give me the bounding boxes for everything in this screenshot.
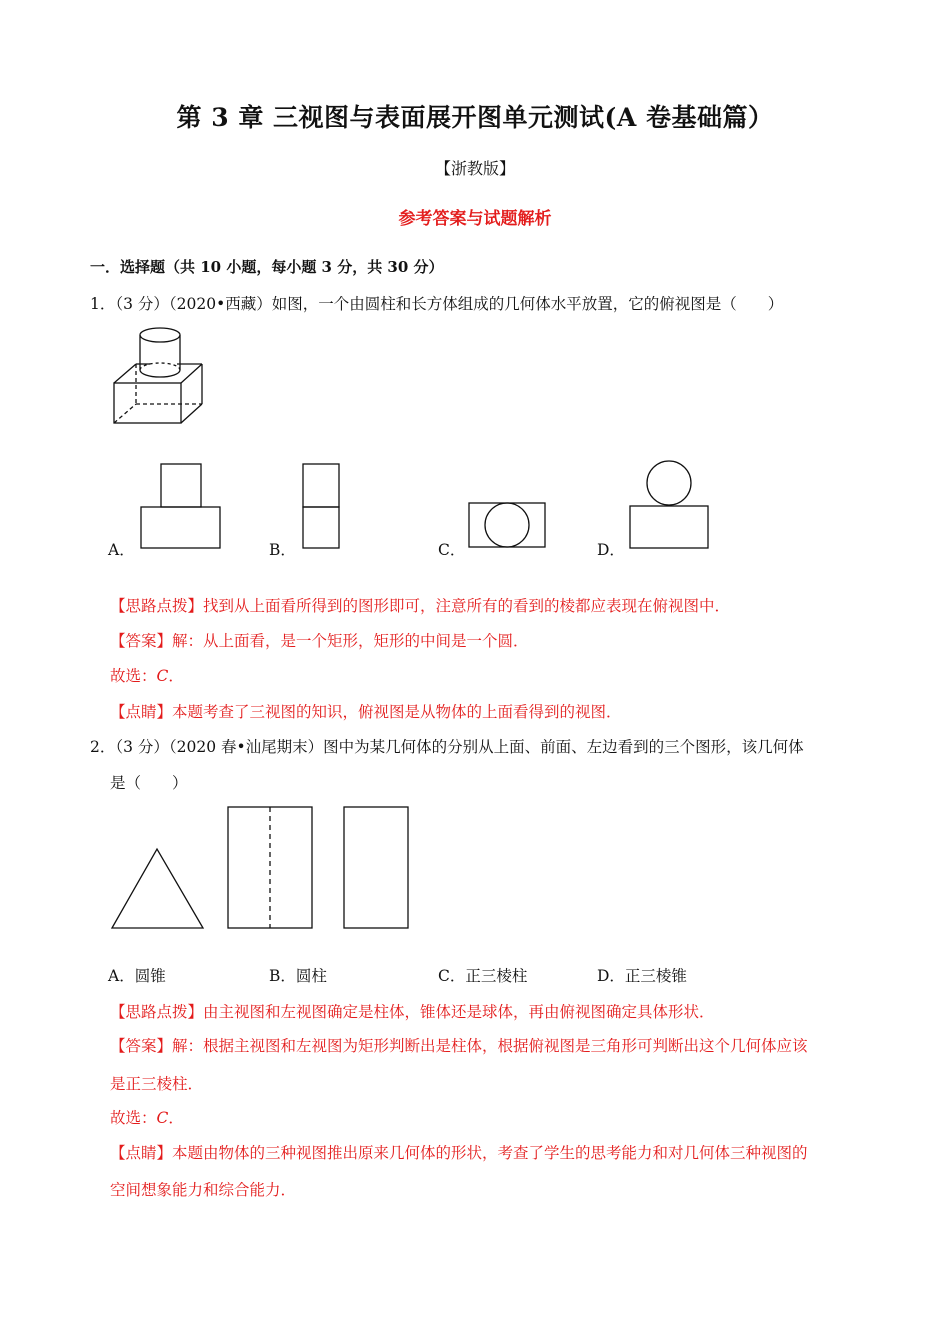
page-title: 第 3 章 三视图与表面展开图单元测试(A 卷基础篇）: [176, 103, 774, 132]
question-2-top-view: [111, 848, 205, 930]
choice-value: C: [156, 667, 169, 685]
edition-label: 【浙教版】: [434, 159, 515, 178]
choice-value: C: [156, 1109, 169, 1127]
question-2-number: 2．: [90, 738, 116, 756]
question-1-option-b-figure: [302, 463, 342, 551]
question-2-option-b[interactable]: B．圆柱: [269, 967, 327, 985]
question-1-comment: 【点睛】本题考查了三视图的知识，俯视图是从物体的上面看得到的视图．: [110, 703, 622, 721]
question-1-option-d-figure: [629, 460, 711, 552]
question-2-stem: [90, 735, 804, 757]
question-1-stem: [90, 292, 783, 314]
question-1-hint: 【思路点拨】找到从上面看所得到的图形即可，注意所有的看到的棱都应表现在俯视图中．: [110, 597, 731, 615]
question-1-solid-figure: [110, 322, 210, 428]
question-1-text: （3 分）（2020•西藏）如图，一个由圆柱和长方体组成的几何体水平放置，它的俯视图是（ ）: [115, 295, 784, 313]
choice-end: ．: [168, 1109, 184, 1127]
question-2-text: （3 分）（2020 春•汕尾期末）图中为某几何体的分别从上面、前面、左边看到的三个图形，该几何体: [115, 738, 804, 756]
question-1-option-a[interactable]: A．: [108, 541, 135, 559]
question-2-answer: 【答案】解：根据主视图和左视图为矩形判断出是柱体，根据俯视图是三角形可判断出这个几何体应该: [110, 1037, 808, 1055]
question-2-choice: [110, 1106, 184, 1128]
question-1-choice: [110, 664, 184, 686]
question-2-option-d[interactable]: D．正三棱锥: [597, 967, 687, 985]
question-1-option-b[interactable]: B．: [269, 541, 296, 559]
section-heading: 一．选择题（共 10 小题，每小题 3 分，共 30 分）: [90, 258, 444, 276]
choice-label: 故选：: [110, 667, 157, 685]
question-2-side-view: [343, 806, 411, 930]
question-1-option-c[interactable]: C．: [438, 541, 466, 559]
question-2-stem-line2: 是（ ）: [110, 774, 188, 792]
choice-label: 故选：: [110, 1109, 157, 1127]
question-1-number: 1．: [90, 295, 116, 313]
question-2-comment-line2: 空间想象能力和综合能力．: [110, 1181, 297, 1199]
question-1-option-d[interactable]: D．: [597, 541, 625, 559]
question-2-option-a[interactable]: A．圆锥: [108, 967, 166, 985]
question-2-front-view: [227, 806, 315, 930]
question-1-answer: 【答案】解：从上面看，是一个矩形，矩形的中间是一个圆．: [110, 632, 529, 650]
question-2-comment: 【点睛】本题由物体的三种视图推出原来几何体的形状，考查了学生的思考能力和对几何体三种视图的: [110, 1144, 808, 1162]
question-1-option-a-figure: [140, 463, 222, 551]
choice-end: ．: [168, 667, 184, 685]
question-1-option-c-figure: [468, 502, 548, 550]
question-2-hint: 【思路点拨】由主视图和左视图确定是柱体，锥体还是球体，再由俯视图确定具体形状．: [110, 1003, 715, 1021]
answer-heading: 参考答案与试题解析: [398, 209, 552, 229]
question-2-option-c[interactable]: C．正三棱柱: [438, 967, 528, 985]
question-2-answer-line2: 是正三棱柱．: [110, 1075, 204, 1093]
